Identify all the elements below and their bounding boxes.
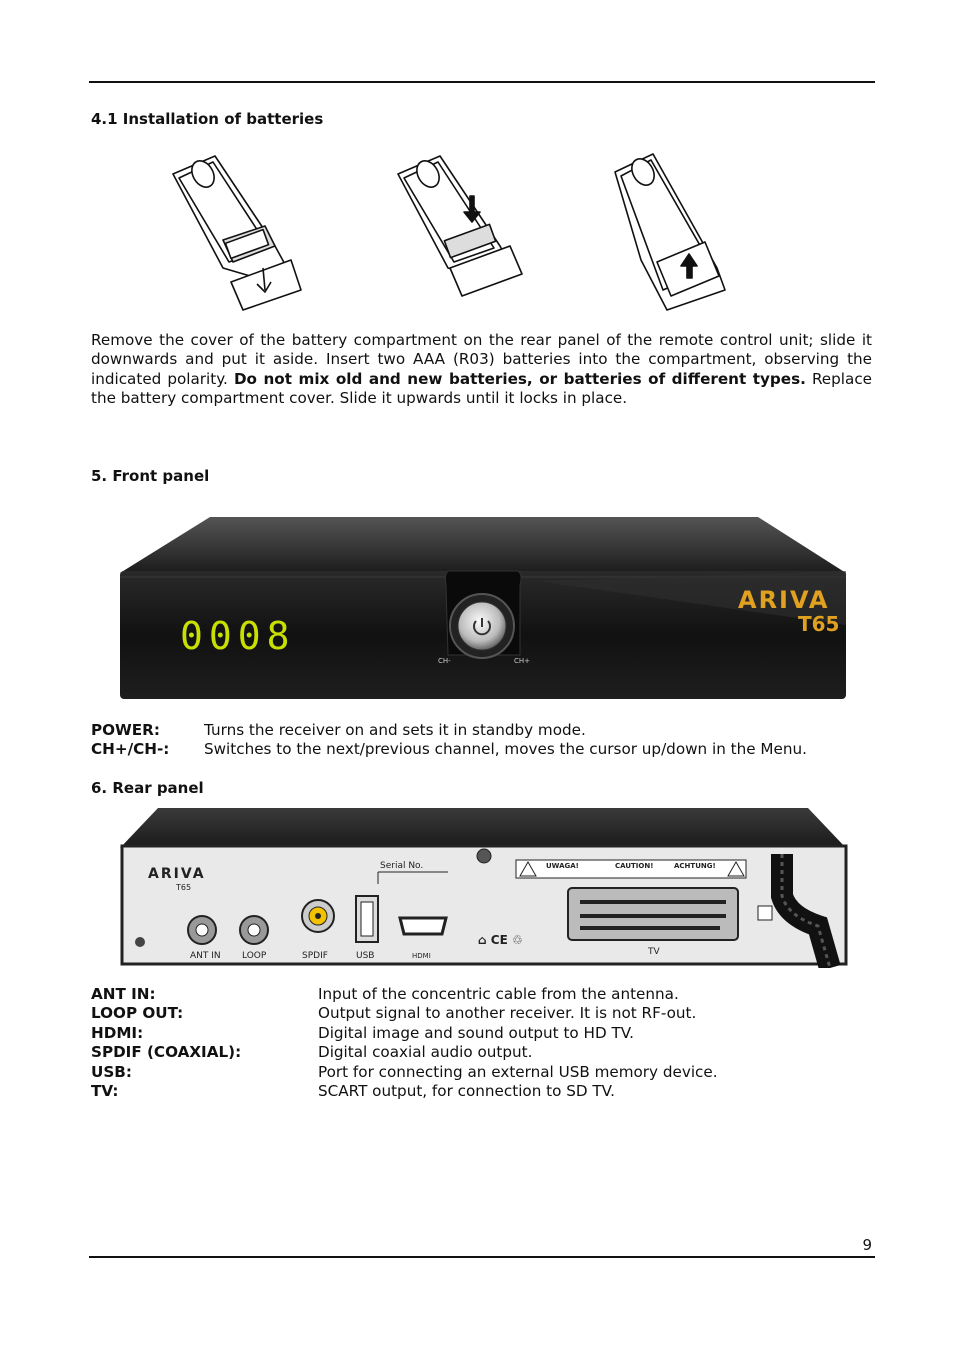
term-tv: TV: — [91, 1082, 119, 1101]
def-usb — [91, 1063, 718, 1082]
top-rule — [89, 81, 875, 83]
desc-ch: Switches to the next/previous channel, moves the cursor up/down in the Menu. — [204, 740, 807, 759]
desc-spdif: Digital coaxial audio output. — [318, 1043, 533, 1062]
desc-tv: SCART output, for connection to SD TV. — [318, 1082, 615, 1101]
rear-hdmi: HDMI — [412, 952, 431, 960]
term-ch: CH+/CH-: — [91, 740, 170, 759]
battery-text-1: Remove the cover of the battery compartment on the rear panel of the remote control unit; slide it downwards and put it aside. Insert two AAA (R03) batteries into the compartment, observing the indicated polarity. — [91, 331, 872, 388]
rear-panel-definitions — [91, 985, 718, 1101]
rear-spdif: SPDIF — [302, 951, 328, 961]
front-panel-image — [118, 515, 848, 701]
rear-brand: ARIVA — [148, 866, 206, 882]
rear-ce-marks: ⌂ CE ♲ — [478, 933, 523, 947]
rear-serial: Serial No. — [380, 861, 424, 871]
front-panel-definitions — [91, 721, 807, 760]
def-ch — [91, 740, 807, 759]
heading-battery-installation: 4.1 Installation of batteries — [91, 110, 324, 128]
term-spdif: SPDIF (COAXIAL): — [91, 1043, 242, 1062]
battery-illustrations — [165, 150, 735, 315]
def-ant-in — [91, 985, 718, 1004]
term-usb: USB: — [91, 1062, 132, 1081]
def-hdmi — [91, 1024, 718, 1043]
front-brand: ARIVA — [738, 586, 830, 614]
front-model: T65 — [798, 612, 840, 636]
term-ant-in: ANT IN: — [91, 985, 156, 1003]
battery-text-2: Replace the battery compartment cover. Slide it upwards until it locks in place. — [91, 369, 873, 407]
rear-ant-in: ANT IN — [190, 951, 221, 961]
def-power — [91, 721, 807, 740]
term-hdmi: HDMI: — [91, 1023, 144, 1042]
warn-1: UWAGA! — [546, 862, 579, 870]
front-display: 0008 — [180, 614, 296, 658]
heading-rear-panel: 6. Rear panel — [91, 779, 204, 797]
battery-warning: Do not mix old and new batteries, or batteries of different types. — [233, 369, 806, 388]
desc-hdmi: Digital image and sound output to HD TV. — [318, 1023, 635, 1042]
heading-front-panel: 5. Front panel — [91, 467, 210, 485]
remote-step-1 — [173, 156, 301, 310]
rear-tv: TV — [648, 947, 660, 957]
page-number: 9 — [862, 1236, 872, 1254]
desc-usb: Port for connecting an external USB memory device. — [318, 1062, 718, 1081]
term-loop-out: LOOP OUT: — [91, 1004, 184, 1023]
def-loop-out — [91, 1004, 718, 1023]
front-ch-minus: CH- — [438, 657, 451, 665]
desc-ant-in: Input of the concentric cable from the antenna. — [318, 985, 679, 1003]
remote-step-3 — [615, 154, 725, 310]
warn-3: ACHTUNG! — [674, 862, 716, 870]
battery-instructions — [91, 331, 872, 408]
rear-model: T65 — [176, 883, 192, 892]
def-spdif — [91, 1043, 718, 1062]
bottom-rule — [89, 1256, 875, 1258]
rear-usb: USB — [356, 951, 375, 961]
front-ch-plus: CH+ — [514, 657, 531, 665]
rear-panel-image — [118, 806, 848, 968]
remote-step-2 — [398, 156, 522, 296]
term-power: POWER: — [91, 721, 160, 739]
rear-loop: LOOP — [242, 951, 267, 961]
desc-power: Turns the receiver on and sets it in standby mode. — [204, 721, 586, 739]
def-tv — [91, 1082, 718, 1101]
warn-2: CAUTION! — [615, 862, 654, 870]
desc-loop-out: Output signal to another receiver. It is not RF-out. — [318, 1004, 697, 1023]
